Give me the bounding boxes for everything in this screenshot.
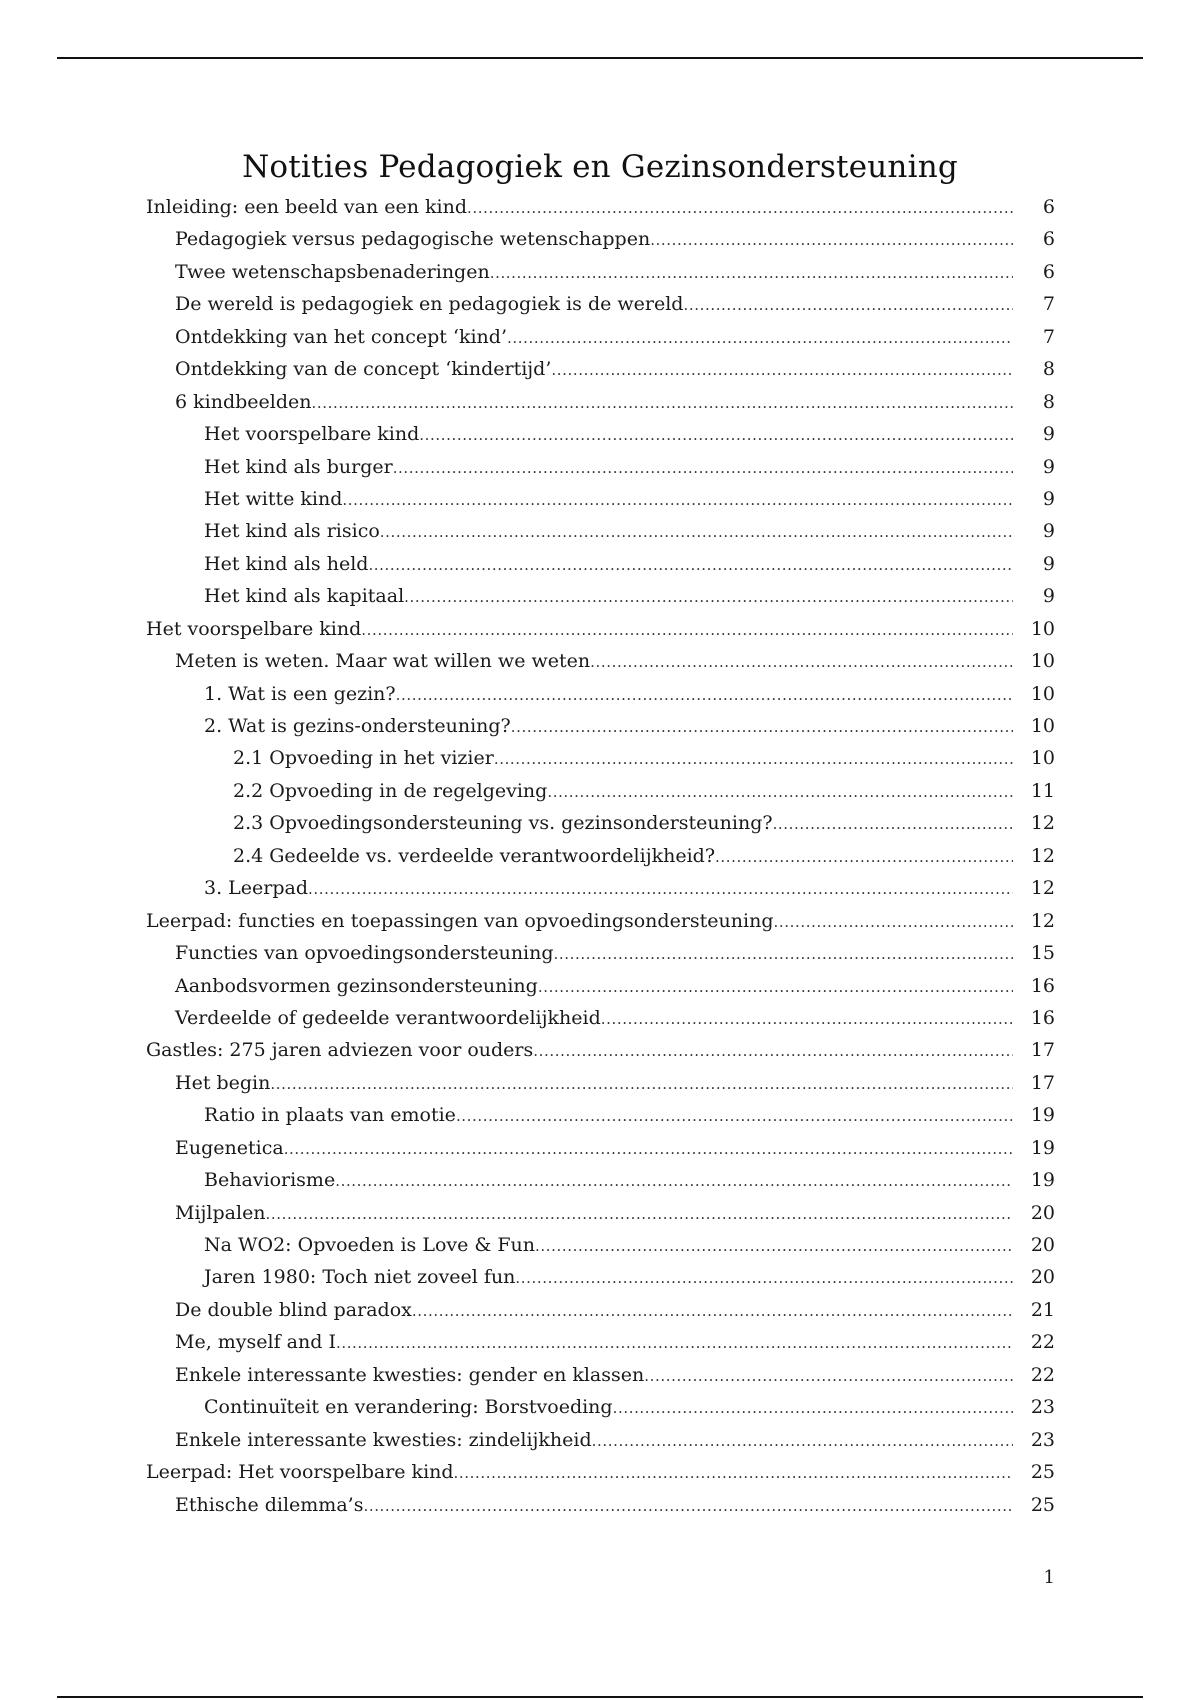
toc-entry-title: Na WO2: Opvoeden is Love & Fun [204, 1234, 536, 1256]
toc-dot-leader [336, 1327, 1013, 1359]
toc-entry[interactable] [233, 840, 1200, 872]
toc-entry[interactable] [175, 1359, 1200, 1391]
toc-entry-page: 17 [1030, 1039, 1055, 1062]
toc-dot-leader [490, 257, 1013, 289]
toc-entry-title: 2.1 Opvoeding in het vizier [233, 747, 494, 770]
toc-entry-title: Twee wetenschapsbenaderingen [175, 260, 490, 283]
toc-entry-title: Het kind als kapitaal [204, 585, 405, 608]
toc-entry-page: 7 [1042, 325, 1055, 348]
toc-dot-leader [601, 1003, 1013, 1035]
toc-entry-title: 2.3 Opvoedingsondersteuning vs. gezinsondersteuning? [233, 812, 773, 835]
toc-entry-page: 10 [1030, 682, 1055, 705]
toc-dot-leader [774, 906, 1014, 938]
toc-entry-page: 9 [1042, 423, 1055, 446]
toc-entry-title: Meten is weten. Maar wat willen we weten [175, 650, 591, 673]
toc-entry-page: 19 [1030, 1104, 1055, 1127]
toc-entry-title: Continuïteit en verandering: Borstvoeding [204, 1396, 613, 1419]
toc-entry-page: 9 [1042, 520, 1055, 543]
toc-entry-page: 16 [1030, 974, 1055, 997]
toc-dot-leader [312, 387, 1014, 419]
toc-entry-page: 9 [1042, 552, 1055, 575]
toc-dot-leader [363, 1490, 1013, 1522]
toc-entry[interactable] [204, 451, 1200, 483]
toc-dot-leader [494, 743, 1013, 775]
toc-entry-page: 12 [1030, 812, 1055, 835]
toc-entry-page: 6 [1042, 260, 1055, 283]
toc-entry-title: Het kind als burger [204, 455, 393, 478]
toc-entry-title: Ontdekking van het concept ‘kind’ [175, 325, 507, 348]
toc-entry-title: Het voorspelbare kind [146, 617, 362, 640]
toc-dot-leader [419, 419, 1013, 451]
toc-entry-page: 12 [1030, 909, 1055, 932]
toc-entry-title: Het begin [175, 1071, 271, 1094]
toc-entry-title: Pedagogiek versus pedagogische wetenschappen [175, 228, 651, 251]
toc-entry-page: 10 [1030, 747, 1055, 770]
toc-entry-page: 6 [1042, 228, 1055, 251]
toc-entry[interactable] [204, 872, 1200, 904]
toc-entry[interactable] [204, 678, 1200, 710]
toc-entry-title: Het voorspelbare kind [204, 423, 420, 446]
toc-entry-page: 16 [1030, 1006, 1055, 1029]
toc-dot-leader [396, 679, 1013, 711]
toc-entry-page: 19 [1030, 1136, 1055, 1159]
toc-entry[interactable] [233, 742, 1200, 774]
toc-entry[interactable] [204, 548, 1200, 580]
toc-dot-leader [270, 1068, 1013, 1100]
toc-entry-title: 6 kindbeelden [175, 390, 312, 413]
toc-entry-page: 21 [1030, 1298, 1055, 1321]
toc-entry-title: Ontdekking van de concept ‘kindertijd’ [175, 358, 552, 381]
toc-entry[interactable] [175, 1132, 1200, 1164]
toc-entry[interactable] [175, 1326, 1200, 1358]
toc-entry-title: Behaviorisme [204, 1169, 336, 1192]
toc-entry-page: 22 [1030, 1331, 1055, 1354]
toc-entry-title: Functies van opvoedingsondersteuning [175, 942, 554, 965]
toc-entry-title: Aanbodsvormen gezinsondersteuning [175, 974, 538, 997]
toc-dot-leader [412, 1295, 1013, 1327]
toc-dot-leader [335, 1165, 1013, 1197]
toc-entry-page: 23 [1030, 1396, 1055, 1419]
toc-dot-leader [535, 1230, 1013, 1262]
toc-entry[interactable] [146, 613, 1200, 645]
toc-entry[interactable] [146, 191, 1200, 223]
toc-entry-page: 9 [1042, 455, 1055, 478]
toc-dot-leader [342, 484, 1013, 516]
toc-entry[interactable] [175, 288, 1200, 320]
toc-entry-page: 9 [1042, 585, 1055, 608]
toc-dot-leader [590, 646, 1013, 678]
toc-entry[interactable] [175, 970, 1200, 1002]
toc-entry-title: Leerpad: functies en toepassingen van opvoedingsondersteuning [146, 909, 774, 932]
toc-entry-title: 3. Leerpad [204, 877, 309, 900]
toc-entry[interactable] [175, 353, 1200, 385]
toc-dot-leader [266, 1198, 1013, 1230]
toc-entry-page: 17 [1030, 1071, 1055, 1094]
toc-entry[interactable] [204, 580, 1200, 612]
toc-dot-leader [644, 1360, 1013, 1392]
toc-entry[interactable] [146, 1034, 1200, 1066]
toc-entry[interactable] [175, 321, 1200, 353]
toc-entry-title: 2. Wat is gezins-ondersteuning? [204, 715, 511, 737]
toc-entry[interactable] [204, 483, 1200, 515]
toc-entry-title: Verdeelde of gedeelde verantwoordelijkheid [175, 1006, 601, 1029]
toc-entry-title: Het kind als held [204, 552, 369, 575]
toc-dot-leader [551, 354, 1013, 386]
toc-dot-leader [547, 776, 1013, 808]
toc-dot-leader [454, 1457, 1013, 1489]
toc-dot-leader [404, 581, 1013, 613]
toc-entry-title: Ethische dilemma’s [175, 1493, 364, 1516]
toc-entry[interactable] [204, 1099, 1200, 1131]
toc-entry[interactable] [204, 1164, 1200, 1196]
toc-entry[interactable] [204, 418, 1200, 450]
toc-entry[interactable] [175, 386, 1200, 418]
toc-entry-page: 20 [1030, 1266, 1055, 1289]
toc-entry-page: 25 [1030, 1461, 1055, 1484]
toc-entry-page: 25 [1030, 1493, 1055, 1516]
toc-entry-title: Inleiding: een beeld van een kind [146, 196, 468, 218]
toc-dot-leader [456, 1100, 1013, 1132]
toc-entry-page: 20 [1030, 1234, 1055, 1256]
toc-dot-leader [393, 452, 1013, 484]
toc-entry-title: De double blind paradox [175, 1298, 412, 1321]
toc-entry[interactable] [233, 775, 1200, 807]
toc-entry-page: 9 [1042, 487, 1055, 510]
toc-entry-page: 6 [1042, 196, 1055, 218]
toc-dot-leader [368, 549, 1013, 581]
toc-entry-title: 1. Wat is een gezin? [204, 682, 396, 705]
toc-entry-title: Jaren 1980: Toch niet zoveel fun [204, 1266, 516, 1289]
toc-dot-leader [650, 224, 1013, 256]
toc-entry[interactable] [175, 937, 1200, 969]
toc-entry[interactable] [233, 807, 1200, 839]
toc-entry-page: 12 [1030, 877, 1055, 900]
table-of-contents [0, 191, 1200, 1521]
toc-entry-page: 8 [1042, 390, 1055, 413]
toc-entry-page: 20 [1030, 1201, 1055, 1224]
toc-entry-title: Leerpad: Het voorspelbare kind [146, 1461, 454, 1484]
toc-entry[interactable] [175, 1197, 1200, 1229]
toc-entry-title: Ratio in plaats van emotie [204, 1104, 456, 1127]
document-title: Notities Pedagogiek en Gezinsondersteuning [242, 149, 958, 185]
toc-entry-title: Enkele interessante kwesties: zindelijkheid [175, 1428, 592, 1451]
toc-entry[interactable] [175, 1002, 1200, 1034]
toc-dot-leader [467, 192, 1013, 224]
toc-entry[interactable] [175, 1424, 1200, 1456]
toc-dot-leader [308, 873, 1013, 905]
toc-dot-leader [507, 322, 1013, 354]
toc-entry-title: Gastles: 275 jaren adviezen voor ouders [146, 1039, 534, 1062]
toc-dot-leader [533, 1035, 1013, 1067]
toc-dot-leader [511, 711, 1013, 743]
toc-entry-title: 2.2 Opvoeding in de regelgeving [233, 779, 548, 802]
toc-entry[interactable] [204, 1229, 1200, 1261]
toc-entry[interactable] [175, 1489, 1200, 1521]
toc-entry[interactable] [204, 710, 1200, 742]
toc-dot-leader [592, 1425, 1013, 1457]
toc-entry-page: 10 [1030, 650, 1055, 673]
toc-entry-page: 10 [1030, 715, 1055, 737]
toc-dot-leader [554, 938, 1013, 970]
toc-dot-leader [683, 289, 1013, 321]
toc-dot-leader [538, 971, 1013, 1003]
toc-entry[interactable] [204, 515, 1200, 547]
toc-dot-leader [715, 841, 1013, 873]
header-rule [57, 57, 1143, 59]
toc-entry-page: 11 [1030, 779, 1055, 802]
toc-entry-title: Me, myself and I [175, 1331, 336, 1354]
toc-entry-page: 10 [1030, 617, 1055, 640]
toc-entry-page: 22 [1030, 1363, 1055, 1386]
toc-entry[interactable] [175, 256, 1200, 288]
toc-entry-page: 7 [1042, 293, 1055, 316]
toc-entry[interactable] [175, 1067, 1200, 1099]
toc-dot-leader [515, 1262, 1013, 1294]
toc-entry[interactable] [146, 905, 1200, 937]
toc-entry-title: Enkele interessante kwesties: gender en klassen [175, 1363, 645, 1386]
toc-entry-page: 23 [1030, 1428, 1055, 1451]
toc-dot-leader [613, 1392, 1013, 1424]
toc-entry-title: Het kind als risico [204, 520, 380, 543]
toc-entry[interactable] [204, 1391, 1200, 1423]
toc-entry-page: 8 [1042, 358, 1055, 381]
toc-entry-page: 12 [1030, 844, 1055, 867]
page-number: 1 [1043, 1567, 1055, 1588]
toc-dot-leader [380, 516, 1013, 548]
toc-entry-title: De wereld is pedagogiek en pedagogiek is de wereld [175, 293, 684, 316]
toc-entry-page: 19 [1030, 1169, 1055, 1192]
toc-entry[interactable] [175, 645, 1200, 677]
toc-entry[interactable] [175, 223, 1200, 255]
toc-entry-title: Eugenetica [175, 1136, 284, 1159]
toc-entry-page: 15 [1030, 942, 1055, 965]
toc-dot-leader [773, 808, 1013, 840]
toc-entry[interactable] [204, 1261, 1200, 1293]
toc-dot-leader [284, 1133, 1013, 1165]
toc-dot-leader [361, 614, 1013, 646]
footer-rule [57, 1696, 1143, 1698]
toc-entry-title: 2.4 Gedeelde vs. verdeelde verantwoordelijkheid? [233, 844, 716, 867]
toc-entry[interactable] [175, 1294, 1200, 1326]
toc-entry-title: Het witte kind [204, 487, 343, 510]
toc-entry-title: Mijlpalen [175, 1201, 266, 1224]
toc-entry[interactable] [146, 1456, 1200, 1488]
